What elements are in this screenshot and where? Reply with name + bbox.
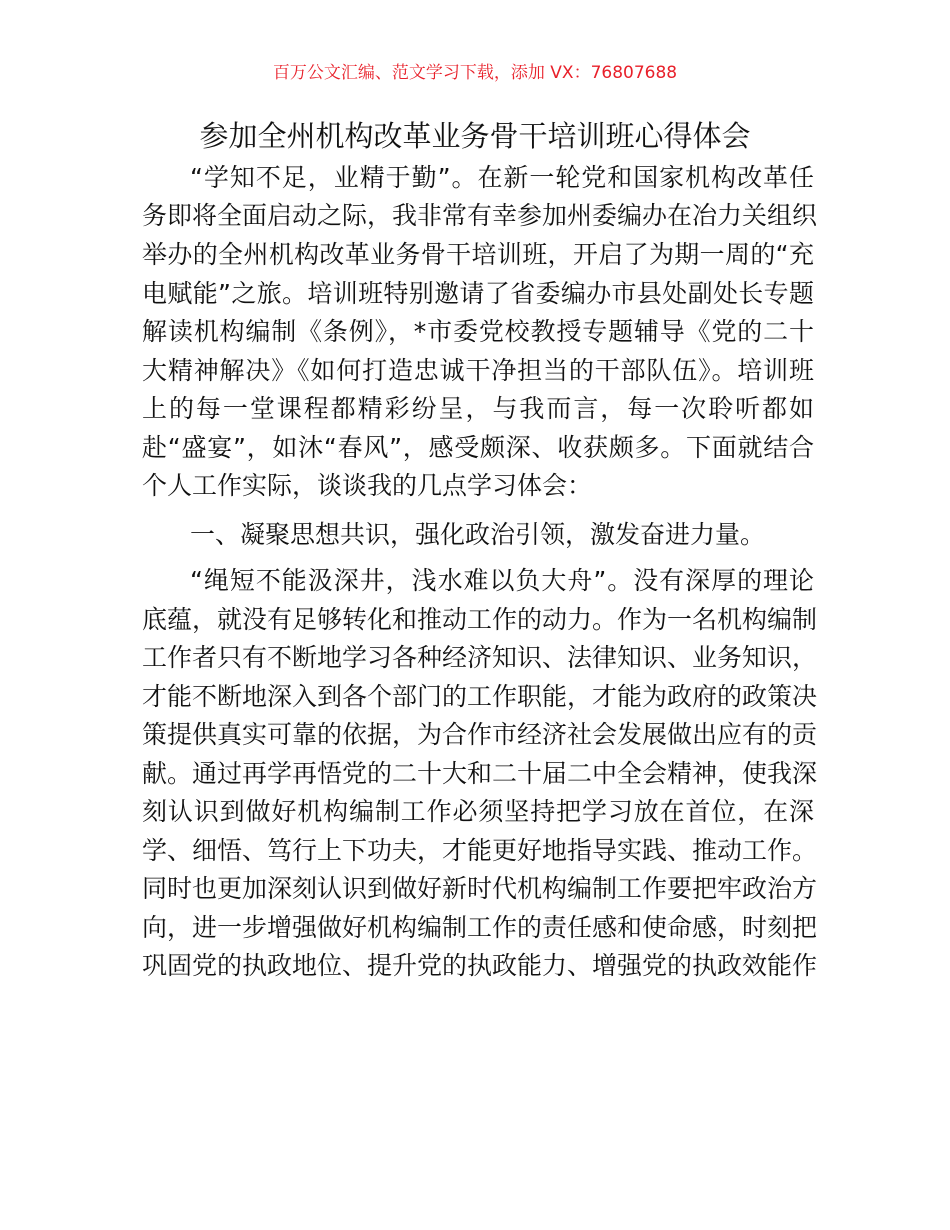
text-line: 策提供真实可靠的依据，为合作市经济社会发展做出应有的贡 [142, 720, 818, 749]
section-heading: 一、凝聚思想共识，强化政治引领，激发奋进力量。 [190, 520, 766, 549]
text-line: 举办的全州机构改革业务骨干培训班，开启了为期一周的“充 [142, 240, 814, 269]
text-line: 大精神解决》《如何打造忠诚干净担当的干部队伍》。培训班 [142, 356, 814, 385]
text-line: 巩固党的执政地位、提升党的执政能力、增强党的执政效能作 [142, 951, 818, 980]
text-line: “绳短不能汲深井，浅水难以负大舟”。没有深厚的理论 [190, 566, 814, 595]
text-line: 底蕴，就没有足够转化和推动工作的动力。作为一名机构编制 [142, 605, 818, 634]
text-line: 电赋能”之旅。培训班特别邀请了省委编办市县处副处长专题 [142, 279, 814, 308]
text-line: 赴“盛宴”，如沐“春风”，感受颇深、收获颇多。下面就结合 [142, 433, 814, 462]
text-line: 学、细悟、笃行上下功夫，才能更好地指导实践、推动工作。 [142, 836, 818, 865]
text-line: 向，进一步增强做好机构编制工作的责任感和使命感，时刻把 [142, 913, 818, 942]
text-line: “学知不足，业精于勤”。在新一轮党和国家机构改革任 [190, 163, 814, 192]
text-line: 同时也更加深刻认识到做好新时代机构编制工作要把牢政治方 [142, 874, 818, 903]
text-line: 上的每一堂课程都精彩纷呈，与我而言，每一次聆听都如 [142, 394, 814, 423]
text-line: 个人工作实际，谈谈我的几点学习体会： [142, 471, 593, 500]
text-line: 工作者只有不断地学习各种经济知识、法律知识、业务知识， [142, 643, 818, 672]
text-line: 献。通过再学再悟党的二十大和二十届二中全会精神，使我深 [142, 759, 818, 788]
watermark-banner: 百万公文汇编、范文学习下载，添加 VX：76807688 [272, 63, 678, 83]
document-title: 参加全州机构改革业务骨干培训班心得体会 [199, 119, 751, 153]
text-line: 解读机构编制《条例》，*市委党校教授专题辅导《党的二十 [142, 317, 814, 346]
text-line: 务即将全面启动之际，我非常有幸参加州委编办在冶力关组织 [142, 201, 818, 230]
text-line: 刻认识到做好机构编制工作必须坚持把学习放在首位，在深 [142, 797, 814, 826]
text-line: 才能不断地深入到各个部门的工作职能，才能为政府的政策决 [142, 682, 818, 711]
